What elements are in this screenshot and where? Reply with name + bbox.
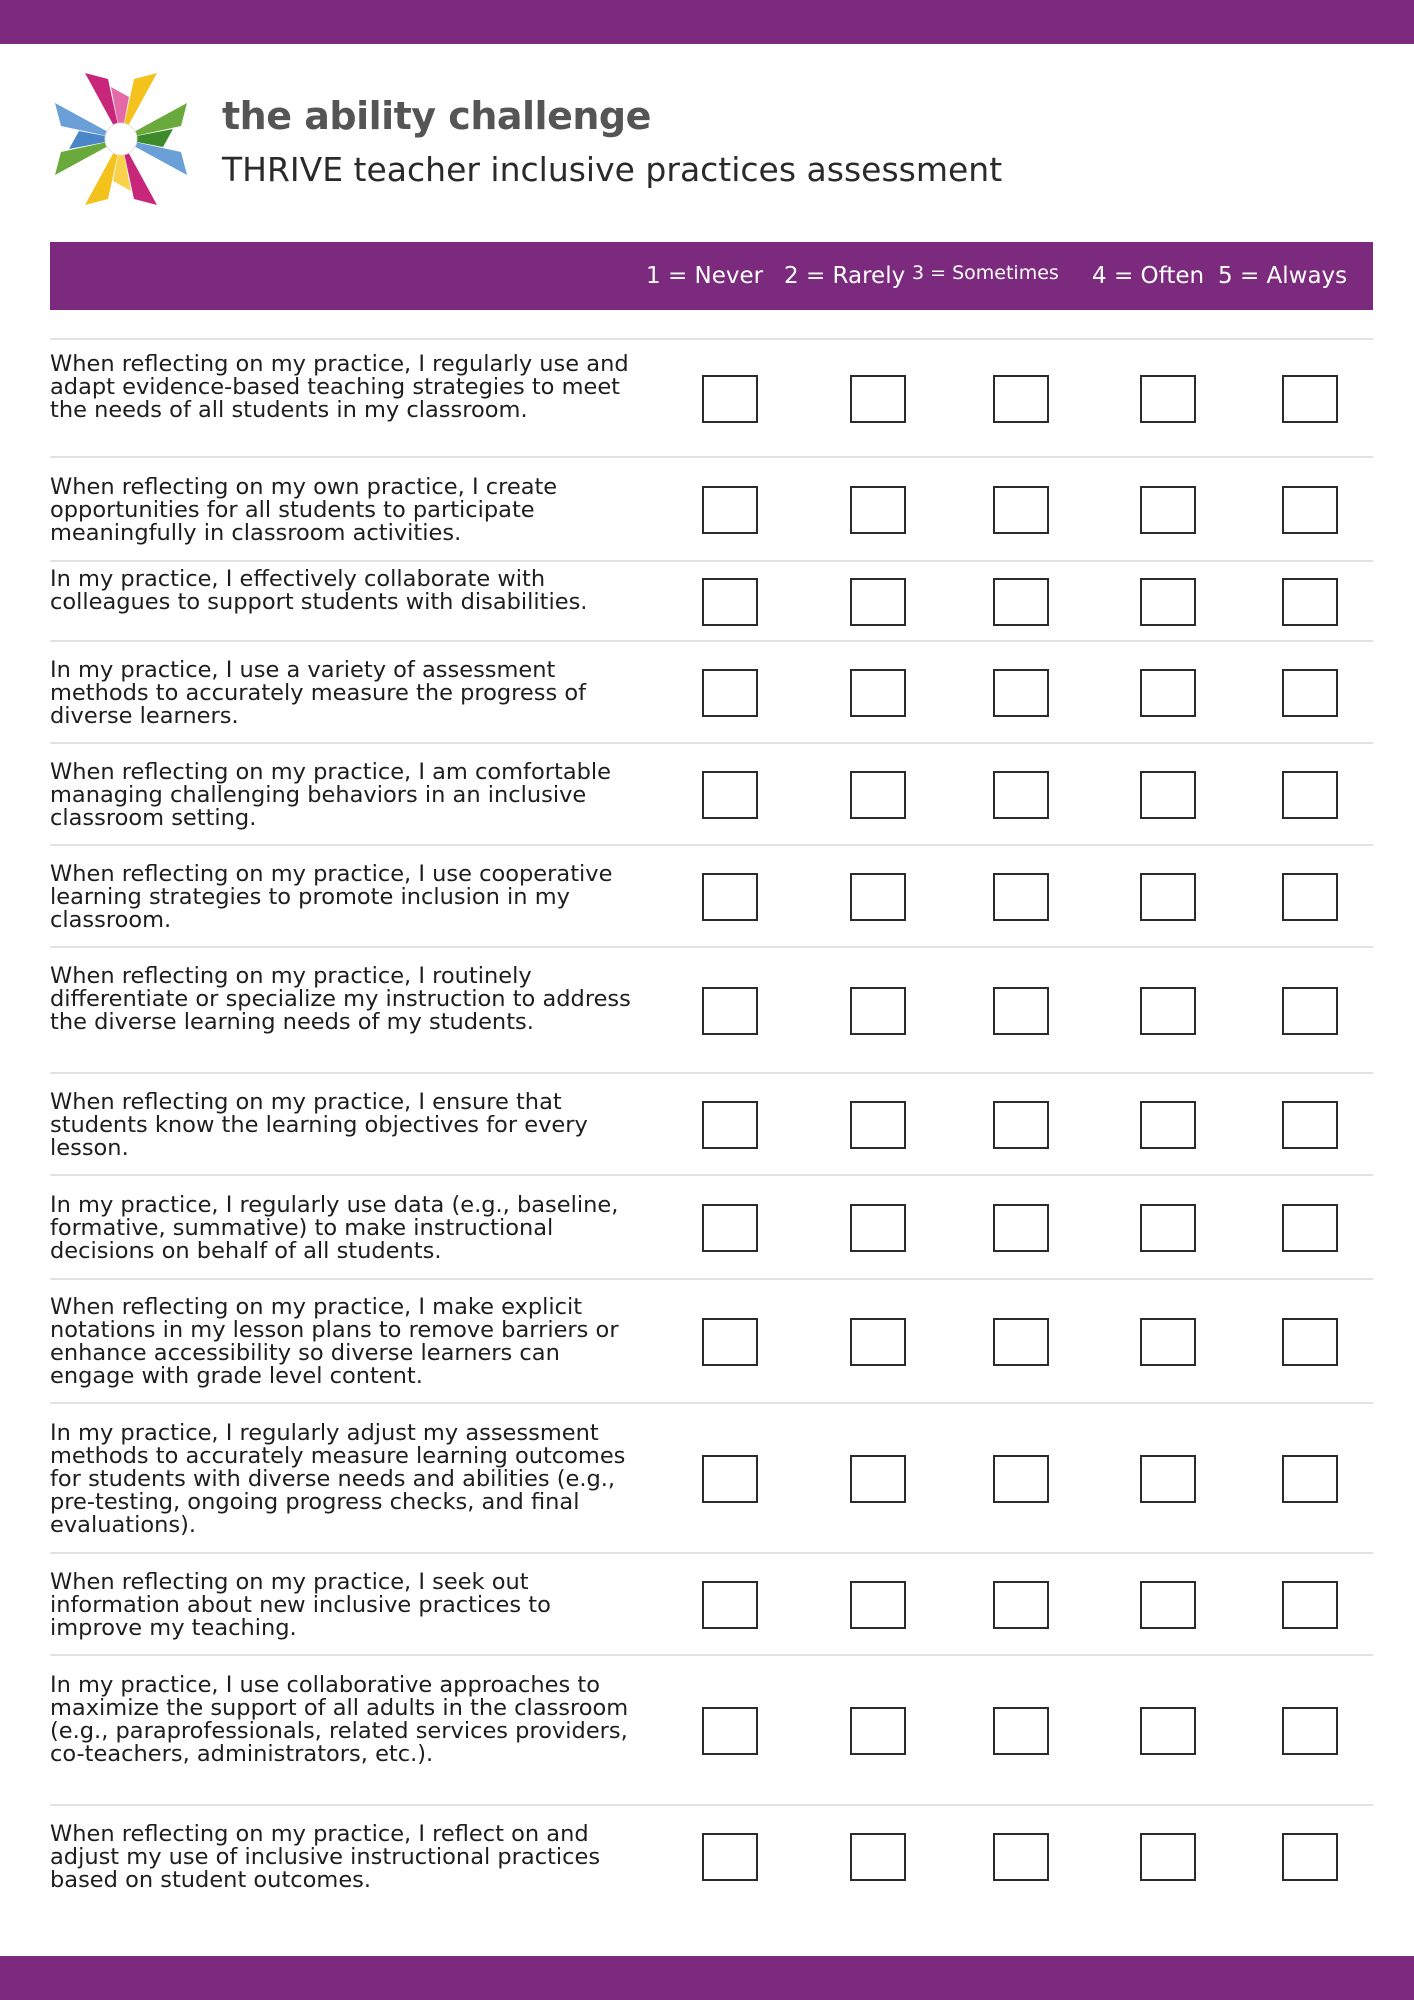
top-band	[0, 0, 1414, 44]
question-text: When reflecting on my practice, I reflect on and adjust my use of inclusive instructional practices based on student outcomes.	[50, 1821, 601, 1893]
rating-scale-header	[50, 242, 1373, 310]
rating-checkbox-4[interactable]	[1140, 1707, 1196, 1755]
rating-checkbox-4[interactable]	[1140, 1833, 1196, 1881]
rating-checkbox-5[interactable]	[1282, 578, 1338, 626]
rating-checkbox-2[interactable]	[850, 987, 906, 1035]
rating-checkbox-4[interactable]	[1140, 1318, 1196, 1366]
rating-checkbox-2[interactable]	[850, 1581, 906, 1629]
rating-checkbox-5[interactable]	[1282, 1204, 1338, 1252]
rating-checkbox-3[interactable]	[993, 873, 1049, 921]
question-text: In my practice, I use a variety of assessment methods to accurately measure the progress of diverse learners.	[50, 657, 587, 729]
page-subtitle: THRIVE teacher inclusive practices assessment	[222, 150, 1003, 189]
rating-checkbox-2[interactable]	[850, 1833, 906, 1881]
rating-checkbox-3[interactable]	[993, 1455, 1049, 1503]
rating-checkbox-2[interactable]	[850, 1318, 906, 1366]
rating-checkbox-3[interactable]	[993, 375, 1049, 423]
table-row	[50, 742, 1373, 846]
rating-checkbox-2[interactable]	[850, 1707, 906, 1755]
rating-checkbox-5[interactable]	[1282, 771, 1338, 819]
rating-checkbox-5[interactable]	[1282, 987, 1338, 1035]
rating-checkbox-3[interactable]	[993, 1581, 1049, 1629]
rating-checkbox-5[interactable]	[1282, 669, 1338, 717]
table-row	[50, 338, 1373, 458]
rating-checkbox-4[interactable]	[1140, 1101, 1196, 1149]
table-row	[50, 640, 1373, 744]
question-text: When reflecting on my practice, I ensure that students know the learning objectives for every lesson.	[50, 1089, 588, 1161]
rating-checkbox-2[interactable]	[850, 486, 906, 534]
rating-checkbox-5[interactable]	[1282, 1707, 1338, 1755]
rating-checkbox-4[interactable]	[1140, 578, 1196, 626]
rating-checkbox-4[interactable]	[1140, 1581, 1196, 1629]
table-row	[50, 1804, 1373, 1908]
rating-checkbox-5[interactable]	[1282, 1581, 1338, 1629]
rating-checkbox-4[interactable]	[1140, 669, 1196, 717]
rating-checkbox-2[interactable]	[850, 578, 906, 626]
table-row	[50, 560, 1373, 642]
table-row	[50, 1174, 1373, 1280]
rating-checkbox-5[interactable]	[1282, 375, 1338, 423]
rating-checkbox-3[interactable]	[993, 771, 1049, 819]
bottom-band	[0, 1956, 1414, 2000]
rating-checkbox-4[interactable]	[1140, 873, 1196, 921]
rating-checkbox-3[interactable]	[993, 1833, 1049, 1881]
rating-checkbox-1[interactable]	[702, 1707, 758, 1755]
rating-checkbox-5[interactable]	[1282, 1101, 1338, 1149]
question-text: In my practice, I use collaborative approaches to maximize the support of all adults in the classroom (e.g., paraprofessionals, related services providers, co-teachers, administrators, etc.).	[50, 1672, 629, 1767]
rating-checkbox-1[interactable]	[702, 578, 758, 626]
scale-label-often: 4 = Often	[1092, 263, 1205, 289]
question-text: When reflecting on my practice, I seek out information about new inclusive practices to improve my teaching.	[50, 1569, 551, 1641]
rating-checkbox-5[interactable]	[1282, 873, 1338, 921]
rating-checkbox-1[interactable]	[702, 987, 758, 1035]
rating-checkbox-4[interactable]	[1140, 1455, 1196, 1503]
rating-checkbox-3[interactable]	[993, 1204, 1049, 1252]
table-row	[50, 946, 1373, 1074]
question-text: When reflecting on my practice, I use cooperative learning strategies to promote inclusion in my classroom.	[50, 861, 613, 933]
rating-checkbox-2[interactable]	[850, 375, 906, 423]
table-row	[50, 1278, 1373, 1404]
question-text: When reflecting on my practice, I make explicit notations in my lesson plans to remove barriers or enhance accessibility so diverse learners can engage with grade level content.	[50, 1294, 619, 1389]
rating-checkbox-1[interactable]	[702, 1101, 758, 1149]
rating-checkbox-1[interactable]	[702, 1581, 758, 1629]
rating-checkbox-2[interactable]	[850, 873, 906, 921]
question-text: When reflecting on my own practice, I create opportunities for all students to participate meaningfully in classroom activities.	[50, 474, 558, 546]
rating-checkbox-4[interactable]	[1140, 375, 1196, 423]
brand-title: the ability challenge	[222, 94, 651, 138]
scale-label-rarely: 2 = Rarely	[784, 263, 906, 289]
rating-checkbox-1[interactable]	[702, 669, 758, 717]
rating-checkbox-1[interactable]	[702, 375, 758, 423]
scale-label-never: 1 = Never	[646, 263, 764, 289]
question-text: In my practice, I effectively collaborate with colleagues to support students with disabilities.	[50, 566, 588, 615]
rating-checkbox-5[interactable]	[1282, 486, 1338, 534]
pinwheel-logo-icon	[50, 68, 192, 210]
table-row	[50, 1654, 1373, 1806]
rating-checkbox-4[interactable]	[1140, 987, 1196, 1035]
question-text: When reflecting on my practice, I am comfortable managing challenging behaviors in an inclusive classroom setting.	[50, 759, 611, 831]
rating-checkbox-2[interactable]	[850, 669, 906, 717]
rating-checkbox-5[interactable]	[1282, 1455, 1338, 1503]
rating-checkbox-4[interactable]	[1140, 1204, 1196, 1252]
question-text: When reflecting on my practice, I regularly use and adapt evidence-based teaching strategies to meet the needs of all students in my classroom.	[50, 351, 629, 423]
question-text: When reflecting on my practice, I routinely differentiate or specialize my instruction to address the diverse learning needs of my students.	[50, 963, 631, 1035]
table-row	[50, 456, 1373, 562]
rating-checkbox-3[interactable]	[993, 1318, 1049, 1366]
rating-checkbox-4[interactable]	[1140, 486, 1196, 534]
rating-checkbox-1[interactable]	[702, 771, 758, 819]
rating-checkbox-3[interactable]	[993, 669, 1049, 717]
question-text: In my practice, I regularly adjust my assessment methods to accurately measure learning outcomes for students with diverse needs and abilities (e.g., pre-testing, ongoing progress checks, and final evaluations).	[50, 1420, 626, 1538]
table-row	[50, 1072, 1373, 1176]
rating-checkbox-5[interactable]	[1282, 1833, 1338, 1881]
table-row	[50, 844, 1373, 948]
table-row	[50, 1552, 1373, 1656]
table-row	[50, 1402, 1373, 1554]
rating-checkbox-3[interactable]	[993, 486, 1049, 534]
rating-checkbox-1[interactable]	[702, 1204, 758, 1252]
rating-checkbox-3[interactable]	[993, 1101, 1049, 1149]
rating-checkbox-5[interactable]	[1282, 1318, 1338, 1366]
rating-checkbox-3[interactable]	[993, 578, 1049, 626]
rating-checkbox-1[interactable]	[702, 1318, 758, 1366]
scale-label-sometimes: 3 = Sometimes	[912, 262, 1059, 284]
rating-checkbox-1[interactable]	[702, 486, 758, 534]
rating-checkbox-2[interactable]	[850, 771, 906, 819]
rating-checkbox-1[interactable]	[702, 1455, 758, 1503]
question-text: In my practice, I regularly use data (e.g., baseline, formative, summative) to make instructional decisions on behalf of all students.	[50, 1192, 619, 1264]
rating-checkbox-1[interactable]	[702, 1833, 758, 1881]
scale-label-always: 5 = Always	[1218, 263, 1348, 289]
rating-checkbox-2[interactable]	[850, 1204, 906, 1252]
rating-checkbox-4[interactable]	[1140, 771, 1196, 819]
rating-checkbox-1[interactable]	[702, 873, 758, 921]
rating-checkbox-2[interactable]	[850, 1455, 906, 1503]
rating-checkbox-3[interactable]	[993, 1707, 1049, 1755]
rating-checkbox-2[interactable]	[850, 1101, 906, 1149]
rating-checkbox-3[interactable]	[993, 987, 1049, 1035]
